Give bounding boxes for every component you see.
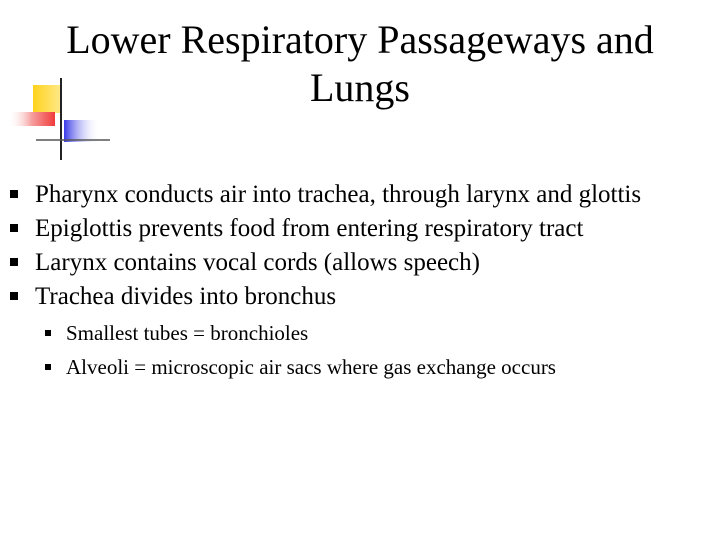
bullet-item bbox=[0, 246, 720, 280]
square-bullet-icon bbox=[10, 258, 18, 266]
slide-title-line-1: Lower Respiratory Passageways and bbox=[66, 17, 654, 62]
sub-bullet-item bbox=[0, 316, 720, 350]
sub-bullet-text: Alveoli = microscopic air sacs where gas exchange occurs bbox=[66, 355, 556, 379]
decoration-red-bar bbox=[8, 112, 55, 126]
slide-title-line-2: Lungs bbox=[310, 65, 410, 110]
bullet-text: Larynx contains vocal cords (allows speech) bbox=[35, 249, 480, 276]
sub-bullet-text: Smallest tubes = bronchioles bbox=[66, 321, 309, 345]
square-bullet-icon bbox=[10, 224, 18, 232]
square-sub-bullet-icon bbox=[45, 330, 51, 336]
square-bullet-icon bbox=[10, 190, 18, 198]
square-bullet-icon bbox=[10, 292, 18, 300]
decoration-blue-bar bbox=[64, 120, 100, 142]
bullet-item bbox=[0, 280, 720, 314]
bullet-text: Epiglottis prevents food from entering respiratory tract bbox=[35, 215, 584, 242]
slide-title bbox=[20, 16, 700, 112]
square-sub-bullet-icon bbox=[45, 364, 51, 370]
bullet-text: Trachea divides into bronchus bbox=[35, 283, 337, 310]
bullet-text: Pharynx conducts air into trachea, through larynx and glottis bbox=[35, 181, 642, 208]
sub-bullet-item bbox=[0, 350, 720, 384]
bullet-item bbox=[0, 178, 720, 212]
bullet-list bbox=[0, 178, 720, 384]
bullet-item bbox=[0, 212, 720, 246]
sub-bullet-list bbox=[0, 316, 720, 384]
sub-bullet-group bbox=[0, 316, 720, 384]
